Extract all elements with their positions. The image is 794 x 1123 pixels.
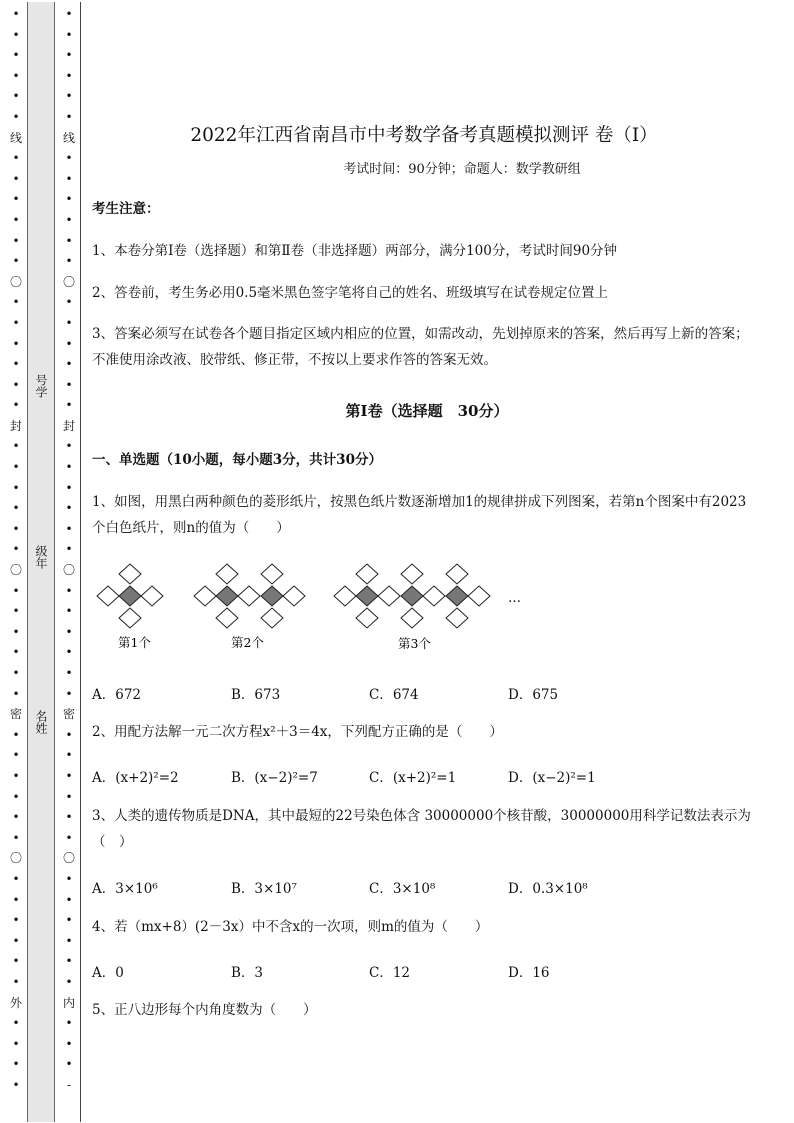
figure-ellipsis: … bbox=[508, 591, 521, 606]
question-1-stem: 1、如图，用黑白两种颜色的菱形纸片，按黑色纸片数逐渐增加1的规律拼成下列图案，若第n个图案中有2023个白色纸片，则n的值为（ ） bbox=[92, 494, 747, 536]
outer-mark: 外 bbox=[9, 995, 22, 1010]
outer-mark: 密 bbox=[9, 707, 22, 722]
class-label: 级年 bbox=[34, 545, 48, 569]
student-number-label: 号学 bbox=[34, 374, 48, 398]
exam-subtitle: 考试时间：90分钟；命题人：数学教研组 bbox=[343, 162, 581, 177]
question-5-stem: 5、正八边形每个内角度数为（ ） bbox=[92, 1002, 317, 1018]
q4-option-b: B．3 bbox=[231, 965, 264, 981]
name-label: 名姓 bbox=[34, 710, 48, 734]
q1-option-d: D．675 bbox=[508, 687, 559, 703]
outer-mark: 封 bbox=[9, 418, 22, 433]
notice-heading: 考生注意： bbox=[92, 201, 160, 217]
q4-option-c: C．12 bbox=[369, 965, 411, 981]
outer-mark: 〇 bbox=[9, 274, 22, 289]
section-title: 第Ⅰ卷（选择题 30分） bbox=[345, 402, 509, 420]
outer-mark: 〇 bbox=[9, 851, 22, 866]
binding-line bbox=[80, 2, 81, 1122]
q3-option-b: B．3×10⁷ bbox=[231, 881, 297, 897]
q1-option-b: B．673 bbox=[231, 687, 281, 703]
q1-option-a: A．672 bbox=[92, 687, 142, 703]
outer-dot-column: • • • • • • 线 • • • • • • 〇 • • • • • • 封 • • • • • • 〇 • • • • • • 密 • • • • • • 〇 • • • • • • 外 • • • • bbox=[6, 4, 26, 1095]
binding-margin bbox=[0, 0, 82, 1123]
outer-mark: 线 bbox=[9, 130, 22, 145]
q2-option-d: D．(x−2)²=1 bbox=[508, 770, 596, 786]
outer-mark: 〇 bbox=[9, 563, 22, 578]
q2-option-b: B．(x−2)²=7 bbox=[231, 770, 318, 786]
figure-label: 第2个 bbox=[231, 635, 264, 650]
inner-mark: 〇 bbox=[62, 274, 75, 289]
pattern-2 bbox=[194, 564, 305, 628]
inner-mark: 封 bbox=[62, 418, 75, 433]
q2-option-c: C．(x+2)²=1 bbox=[369, 770, 457, 786]
inner-mark: 密 bbox=[62, 707, 75, 722]
inner-dot-column: • • • • • • 线 • • • • • • 〇 • • • • • • 封 • • • • • • 〇 • • • • • • 密 • • • • • • 〇 • • • • • • 内 • • • - bbox=[59, 4, 79, 1095]
question-4-stem: 4、若（mx+8）(2－3x）中不含x的一次项，则m的值为（ ） bbox=[92, 919, 489, 935]
inner-mark: 〇 bbox=[62, 563, 75, 578]
rhombus-pattern-figure bbox=[92, 560, 532, 660]
notice-item: 2、答卷前，考生务必用0.5毫米黑色签字笔将自己的姓名、班级填写在试卷规定位置上 bbox=[92, 285, 609, 301]
q3-option-a: A．3×10⁶ bbox=[92, 881, 158, 897]
q3-option-d: D．0.3×10⁸ bbox=[508, 881, 588, 897]
notice-item: 3、答案必须写在试卷各个题目指定区域内相应的位置，如需改动，先划掉原来的答案，然后再写上新的答案；不准使用涂改液、胶带纸、修正带，不按以上要求作答的答案无效。 bbox=[92, 326, 749, 368]
inner-mark: 内 bbox=[62, 995, 75, 1010]
q4-option-a: A．0 bbox=[92, 965, 124, 981]
question-2-stem: 2、用配方法解一元二次方程x²＋3＝4x，下列配方正确的是（ ） bbox=[92, 724, 503, 740]
q3-option-c: C．3×10⁸ bbox=[369, 881, 436, 897]
figure-label: 第1个 bbox=[118, 635, 151, 650]
inner-mark: 线 bbox=[62, 130, 75, 145]
name-strip bbox=[27, 2, 55, 1122]
pattern-3 bbox=[334, 564, 490, 628]
notice-item: 1、本卷分第Ⅰ卷（选择题）和第Ⅱ卷（非选择题）两部分，满分100分，考试时间90分钟 bbox=[92, 243, 618, 259]
q2-option-a: A．(x+2)²=2 bbox=[92, 770, 179, 786]
question-3-stem: 3、人类的遗传物质是DNA，其中最短的22号染色体含 30000000个核苷酸，30000000用科学记数法表示为（ ） bbox=[92, 808, 751, 850]
q4-option-d: D．16 bbox=[508, 965, 550, 981]
part-title: 一、单选题（10小题，每小题3分，共计30分） bbox=[92, 452, 382, 468]
inner-mark: 〇 bbox=[62, 851, 75, 866]
q1-option-c: C．674 bbox=[369, 687, 419, 703]
pattern-1 bbox=[97, 564, 163, 628]
exam-title: 2022年江西省南昌市中考数学备考真题模拟测评 卷（Ⅰ） bbox=[190, 125, 658, 146]
figure-label: 第3个 bbox=[398, 636, 431, 651]
